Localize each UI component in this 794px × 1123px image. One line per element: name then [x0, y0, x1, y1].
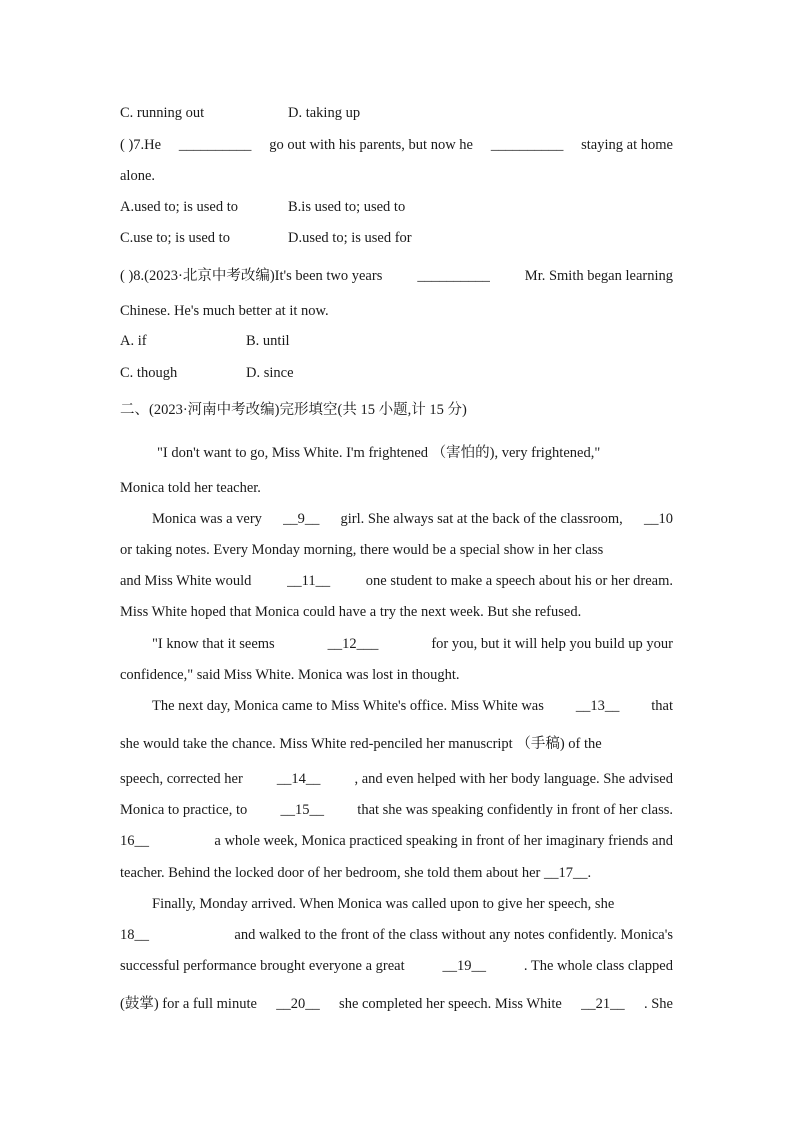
text-segment: successful performance brought everyone a great: [120, 958, 405, 974]
text-segment: . The whole class clapped: [523, 958, 673, 974]
text-segment: teacher. Behind the locked door of her bedroom, she told them about her: [120, 865, 541, 881]
passage-p4-line5: [120, 834, 673, 849]
section-heading: 二、(2023·河南中考改编)完形填空(共 15 小题,计 15 分): [120, 402, 467, 418]
blank-13: __13__: [575, 698, 620, 714]
blank-15: __15__: [280, 802, 325, 818]
blank-18: 18__: [120, 927, 149, 943]
passage-p5-line2: [120, 928, 673, 943]
q8-stem-part: ( )8.(2023·北京中考改编)It's been two years: [120, 268, 383, 284]
blank-16: 16__: [120, 833, 149, 849]
passage-p4-line2: she would take the chance. Miss White red-penciled her manuscript （手稿) of the: [120, 736, 602, 752]
passage-p1-line2: Monica told her teacher.: [120, 480, 261, 496]
passage-p3-line1: [152, 637, 673, 652]
blank-11: __11__: [287, 573, 331, 589]
text-segment: The next day, Monica came to Miss White's office. Miss White was: [152, 698, 544, 714]
q8-stem-line2: Chinese. He's much better at it now.: [120, 303, 329, 319]
passage-p3-line2: confidence," said Miss White. Monica was lost in thought.: [120, 667, 460, 683]
q7-stem-part: go out with his parents, but now he: [269, 137, 473, 153]
q8-stem-line1: [120, 269, 673, 284]
passage-p2-line1: [152, 512, 673, 527]
text-segment: a whole week, Monica practiced speaking in front of her imaginary friends and: [214, 833, 673, 849]
passage-p4-line1: [152, 699, 673, 714]
passage-p2-line3: [120, 574, 673, 589]
text-segment: Monica to practice, to: [120, 802, 248, 818]
q7-blank2: __________: [490, 137, 564, 153]
blank-19: __19__: [442, 958, 486, 974]
passage-p2-line2: or taking notes. Every Monday morning, there would be a special show in her class: [120, 542, 604, 558]
text-segment: "I know that it seems: [152, 636, 275, 652]
q7-stem-line1: [120, 138, 673, 153]
q8-option-b: B. until: [246, 333, 290, 349]
text-segment: , and even helped with her body language. She advised: [354, 771, 673, 787]
text-segment: and Miss White would: [120, 573, 252, 589]
q7-option-a: A.used to; is used to: [120, 199, 239, 215]
blank-9: __9__: [283, 511, 320, 527]
text-segment: one student to make a speech about his or her dream.: [365, 573, 673, 589]
q7-stem-part: ( )7.He: [120, 137, 162, 153]
q7-option-d: D.used to; is used for: [288, 230, 412, 246]
q6-option-d: D. taking up: [288, 105, 361, 121]
text-segment: that: [651, 698, 673, 714]
q8-option-a: A. if: [120, 333, 147, 349]
passage-p1-line1: "I don't want to go, Miss White. I'm frightened （害怕的), very frightened,": [157, 445, 601, 461]
q8-stem-part: Mr. Smith began learning: [524, 268, 673, 284]
blank-10: __10: [643, 511, 673, 527]
blank-14: __14__: [276, 771, 321, 787]
text-segment: (鼓掌) for a full minute: [120, 996, 257, 1012]
passage-p5-line3: [120, 959, 673, 974]
passage-p5-line4: [120, 997, 673, 1012]
passage-p4-line3: [120, 772, 673, 787]
blank-17: __17__: [544, 865, 588, 881]
q7-option-c: C.use to; is used to: [120, 230, 230, 246]
text-segment: that she was speaking confidently in front of her class.: [357, 802, 673, 818]
text-segment: Monica was a very: [152, 511, 262, 527]
text-segment: girl. She always sat at the back of the classroom,: [340, 511, 623, 527]
passage-p5-line1: Finally, Monday arrived. When Monica was called upon to give her speech, she: [152, 896, 615, 912]
q7-blank1: __________: [178, 137, 252, 153]
blank-21: __21__: [581, 996, 625, 1012]
passage-p4-line4: [120, 803, 673, 818]
text-segment: she completed her speech. Miss White: [339, 996, 562, 1012]
q8-option-c: C. though: [120, 365, 178, 381]
text-segment: for you, but it will help you build up your: [431, 636, 673, 652]
q7-stem-line2: alone.: [120, 168, 156, 184]
passage-p2-line4: Miss White hoped that Monica could have a try the next week. But she refused.: [120, 604, 582, 620]
text-segment: .: [587, 865, 592, 881]
text-segment: . She: [643, 996, 673, 1012]
q7-stem-part: staying at home: [581, 137, 673, 153]
q6-option-c: C. running out: [120, 105, 205, 121]
text-segment: and walked to the front of the class without any notes confidently. Monica's: [234, 927, 673, 943]
q7-option-b: B.is used to; used to: [288, 199, 406, 215]
blank-20: __20__: [276, 996, 320, 1012]
text-segment: speech, corrected her: [120, 771, 243, 787]
q8-blank: __________: [417, 268, 490, 284]
q8-option-d: D. since: [246, 365, 294, 381]
passage-p4-line6: [120, 866, 591, 881]
blank-12: __12___: [327, 636, 379, 652]
